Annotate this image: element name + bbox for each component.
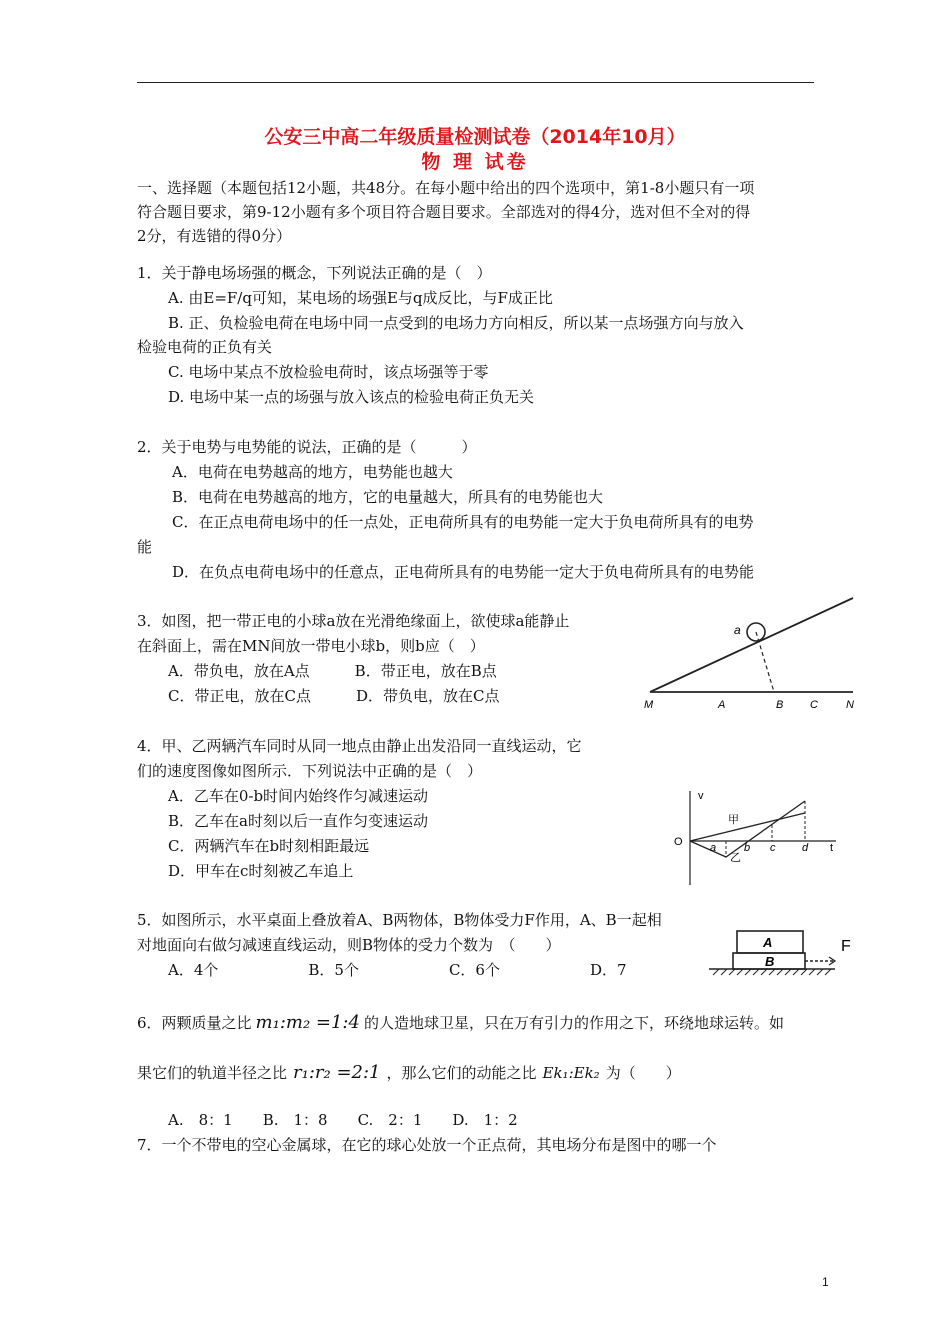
- q6-stem-2: 果它们的轨道半径之比 r₁:r₂ =2:1 ，那么它们的动能之比 Ek₁:Ek₂ 为（ ）: [137, 1062, 681, 1083]
- section-line: 一、选择题（本题包括12小题，共48分。在每小题中给出的四个选项中，第1-8小题只有一项: [137, 179, 755, 197]
- q4-stem-cont: 们的速度图像如图所示．下列说法中正确的是（ ）: [137, 762, 483, 780]
- q1-option-a: A. 由E=F/q可知，某电场的场强E与q成反比，与F成正比: [168, 289, 553, 307]
- q3-options-ab: A．带负电，放在A点 B．带正电，放在B点: [168, 662, 497, 680]
- q2-option-d: D．在负点电荷电场中的任意点，正电荷所具有的电势能一定大于负电荷所具有的电势能: [172, 563, 755, 581]
- q3-stem-cont: 在斜面上，需在MN间放一带电小球b，则b应（ ）: [137, 637, 485, 655]
- svg-text:甲: 甲: [728, 813, 739, 826]
- svg-text:O: O: [674, 836, 683, 848]
- kinetic-energy-ratio: Ek₁:Ek₂: [542, 1064, 600, 1082]
- q3-options-cd: C．带正电，放在C点 D．带负电，放在C点: [168, 687, 500, 705]
- exam-title: 公安三中高二年级质量检测试卷（2014年10月）: [264, 126, 686, 148]
- stacked-blocks-figure: [705, 925, 865, 980]
- page-number: 1: [822, 1275, 829, 1289]
- q4-option-d: D．甲车在c时刻被乙车追上: [168, 862, 354, 880]
- section-line: 2分，有选错的得0分）: [137, 227, 292, 245]
- svg-text:d: d: [802, 842, 809, 854]
- line-jia: [690, 813, 805, 841]
- svg-text:c: c: [770, 842, 776, 854]
- q6-options: A. 8：1 B. 1：8 C. 2：1 D. 1：2: [168, 1111, 518, 1129]
- section-line: 符合题目要求，第9-12小题有多个项目符合题目要求。全部选对的得4分，选对但不全对的得: [137, 203, 751, 221]
- q5-stem: 5．如图所示，水平桌面上叠放着A、B两物体，B物体受力F作用，A、B一起相: [137, 911, 662, 929]
- q4-option-c: C．两辆汽车在b时刻相距最远: [168, 837, 370, 855]
- velocity-time-graph: [668, 785, 843, 890]
- svg-text:F: F: [841, 938, 851, 955]
- radius-ratio: r₁:r₂ =2:1: [293, 1062, 381, 1083]
- q1-option-b-cont: 检验电荷的正负有关: [137, 338, 273, 356]
- q3-stem: 3．如图，把一带正电的小球a放在光滑绝缘面上，欲使球a能静止: [137, 612, 570, 630]
- q2-option-c-cont: 能: [137, 538, 153, 556]
- svg-text:t: t: [830, 842, 834, 854]
- svg-text:B: B: [776, 699, 784, 711]
- q2-option-a: A．电荷在电势越高的地方，电势能也越大: [172, 463, 453, 481]
- q5-options: A．4个 B．5个 C．6个 D．7: [168, 961, 627, 979]
- svg-text:a: a: [734, 623, 741, 637]
- q2-option-c: C．在正点电荷电场中的任一点处，正电荷所具有的电势能一定大于负电荷所具有的电势: [172, 513, 754, 531]
- svg-text:v: v: [698, 790, 704, 802]
- q1-option-c: C. 电场中某点不放检验电荷时，该点场强等于零: [168, 363, 489, 381]
- q1-option-b: B. 正、负检验电荷在电场中同一点受到的电场力方向相反，所以某一点场强方向与放入: [168, 314, 744, 332]
- svg-text:A: A: [763, 935, 773, 950]
- svg-text:A: A: [718, 699, 726, 711]
- svg-text:M: M: [644, 699, 654, 711]
- svg-text:a: a: [710, 842, 717, 854]
- q4-option-b: B．乙车在a时刻以后一直作匀变速运动: [168, 812, 428, 830]
- q4-option-a: A．乙车在0-b时间内始终作匀减速运动: [168, 787, 429, 805]
- svg-text:乙: 乙: [730, 851, 741, 864]
- q2-option-b: B．电荷在电势越高的地方，它的电量越大，所具有的电势能也大: [172, 488, 604, 506]
- q7-stem: 7．一个不带电的空心金属球，在它的球心处放一个正点荷，其电场分布是图中的哪一个: [137, 1136, 717, 1154]
- q1-stem: 1．关于静电场场强的概念，下列说法正确的是（ ）: [137, 264, 492, 282]
- incline-figure: [638, 590, 868, 720]
- header-rule: [137, 82, 814, 83]
- svg-text:C: C: [810, 699, 818, 711]
- exam-subtitle: 物 理 试卷: [421, 151, 529, 173]
- svg-text:b: b: [744, 842, 751, 854]
- q2-stem: 2．关于电势与电势能的说法，正确的是（ ）: [137, 438, 477, 456]
- q5-stem-cont: 对地面向右做匀减速直线运动，则B物体的受力个数为 （ ）: [137, 936, 561, 954]
- q1-option-d: D. 电场中某一点的场强与放入该点的检验电荷正负无关: [168, 388, 535, 406]
- mass-ratio: m₁:m₂ =1:4: [255, 1012, 360, 1033]
- q4-stem: 4．甲、乙两辆汽车同时从同一地点由静止出发沿同一直线运动，它: [137, 737, 582, 755]
- svg-text:N: N: [846, 699, 854, 711]
- svg-text:B: B: [765, 954, 775, 969]
- q6-stem-1: 6．两颗质量之比 m₁:m₂ =1:4 的人造地球卫星，只在万有引力的作用之下，环绕地球运转。如: [137, 1012, 784, 1033]
